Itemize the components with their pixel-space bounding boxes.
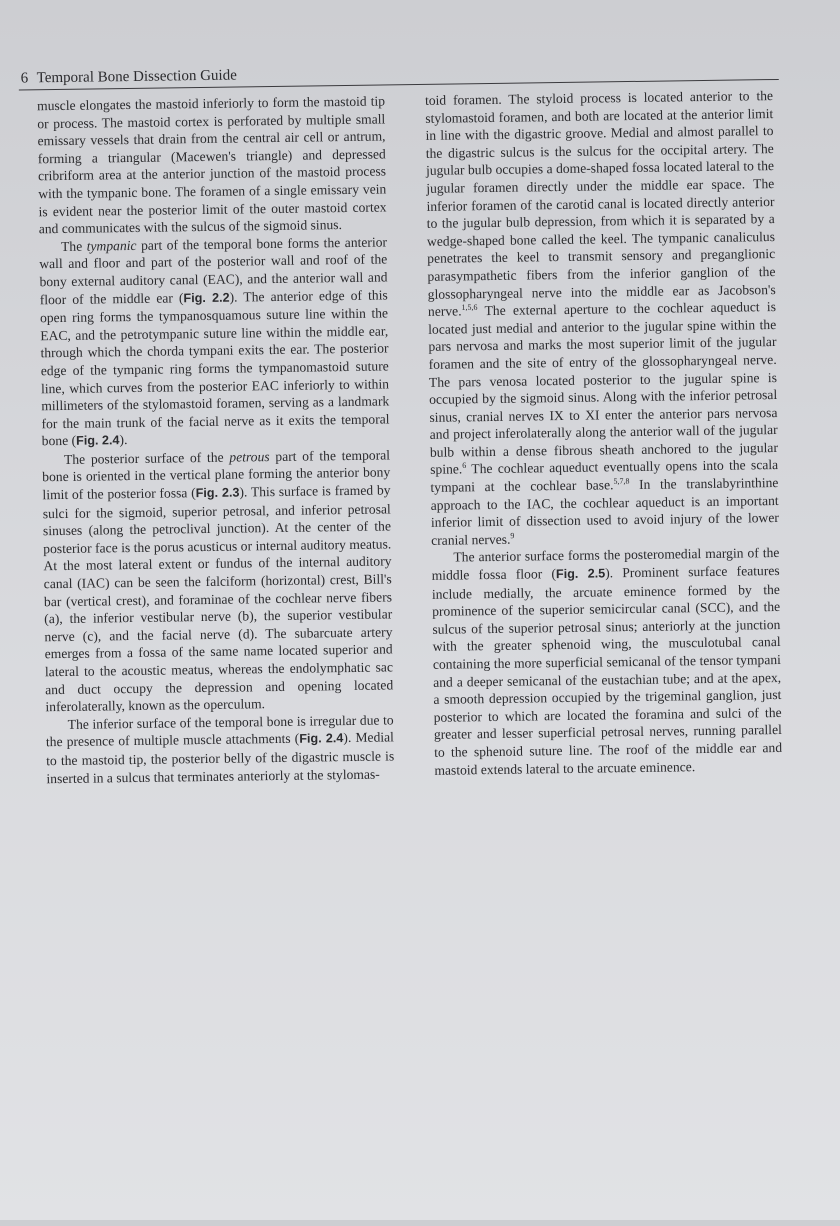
- paragraph-mastoid: muscle elongates the mastoid inferiorly to form the mastoid tip or process. The mastoid cortex is perforated by multiple small emissary vessels that drain from the central air cell or antrum, forming a triangular (Macewen's triangle) and depressed cribriform area at the anterior junction of the mastoid process with the tympanic bone. The foramen of a single emissary vein is evident near the posterior limit of the outer mastoid cortex and communicates with the sulcus of the sigmoid sinus.: [36, 93, 387, 237]
- figure-reference: Fig. 2.2: [183, 290, 230, 305]
- paragraph-inferior-surface: The inferior surface of the temporal bone is irregular due to the presence of multiple muscle attachments (Fig. 2.4). Medial to the mastoid tip, the posterior belly of the digastric muscle is inserted in a sulcus that terminates anteriorly at the stylomas-: [45, 712, 395, 786]
- term-tympanic: tympanic: [86, 237, 137, 254]
- figure-reference: Fig. 2.5: [555, 566, 606, 582]
- citation-superscript: 1,5,6: [461, 302, 478, 312]
- term-petrous: petrous: [229, 448, 270, 465]
- paragraph-petrous: The posterior surface of the petrous part of the temporal bone is oriented in the vertical plane forming the anterior bony limit of the posterior fossa (Fig. 2.3). This surface is framed by sulci for the sigmoid, superior petrosal, and inferior petrosal sinuses (along the petroclival junction). At the center of the posterior face is the porus acusticus or internal auditory meatus. At the most lateral extent or fundus of the internal auditory canal (IAC) can be seen the falciform (horizontal) crest, Bill's bar (vertical crest), and foraminae of the cochlear nerve fibers (a), the inferior vestibular nerve (b), the superior vestibular nerve (c), and the facial nerve (d). The subarcuate artery emerges from a fossa of the same name located superior and lateral to the acoustic meatus, whereas the endolymphatic sac and duct occupy the depression and opening located inferolaterally, known as the operculum.: [42, 447, 394, 715]
- running-title: Temporal Bone Dissection Guide: [36, 67, 237, 87]
- page-number: 6: [20, 70, 29, 87]
- citation-superscript: 5,7,8: [613, 476, 630, 486]
- paragraph-anterior-surface: The anterior surface forms the posteromedial margin of the middle fossa floor (Fig. 2.5). Prominent surface features include medially, the arcuate eminence formed by the prominence of the superior semicircular canal (SCC), and the sulcus of the superior petrosal sinus; anteriorly at the junction with the greater sphenoid wing, the musculotubal canal containing the more superficial semicanal of the tensor tympani and a deeper semicanal of the eustachian tube; and at the apex, a smooth depression occupied by the trigeminal ganglion, just posterior to which are located the foramina and sulci of the greater and lesser superficial petrosal nerves, running parallel to the sphenoid suture line. The roof of the middle ear and mastoid extends lateral to the arcuate eminence.: [431, 545, 783, 778]
- right-column: [425, 87, 783, 779]
- paragraph-tympanic: The tympanic part of the temporal bone forms the anterior wall and floor and part of the posterior wall and roof of the bony external auditory canal (EAC), and the anterior wall and floor of the middle ear (Fig. 2.2). The anterior edge of this open ring forms the tympanosquamous suture line within the EAC, and the petrotympanic suture line within the middle ear, through which the chorda tympani exits the ear. The posterior edge of the tympanic ring forms the tympanomastoid suture line, which curves from the posterior EAC inferiorly to within millimeters of the stylomastoid foramen, serving as a landmark for the main trunk of the facial nerve as it exits the temporal bone (Fig. 2.4).: [39, 234, 390, 449]
- page-header: [19, 57, 779, 91]
- figure-reference: Fig. 2.4: [299, 731, 344, 747]
- citation-superscript: 9: [510, 530, 515, 541]
- figure-reference: Fig. 2.4: [76, 433, 120, 449]
- paragraph-stylomastoid: toid foramen. The styloid process is located anterior to the stylomastoid foramen, and both are located at the anterior limit in line with the digastric groove. Medial and almost parallel to the digastric sulcus is the sulcus for the occipital artery. The jugular bulb occupies a dome-shaped fossa located lateral to the jugular foramen directly under the middle ear space. The inferior foramen of the carotid canal is located directly anterior to the jugular bulb depression, from which it is separated by a wedge-shaped bone called the keel. The tympanic canaliculus penetrates the keel to transmit sensory and preganglionic parasympathetic fibers from the inferior ganglion of the glossopharyngeal nerve into the middle ear as Jacobson's nerve.$^{1,5,6}$ The external aperture to the cochlear aqueduct is located just medial and anterior to the jugular spine within the pars nervosa and marks the most superior limit of the jugular foramen and the site of entry of the glossopharyngeal nerve. The pars venosa located posterior to the jugular spine is occupied by the sigmoid sinus. Along with the inferior petrosal sinus, cranial nerves IX to XI enter the anterior pars nervosa and project inferolaterally along the anterior wall of the jugular bulb within a dense fibrous sheath anchored to the jugular spine.$^6$ The cochlear aqueduct eventually opens into the scala tympani at the cochlear base.$^{5,7,8}$ In the translabyrinthine approach to the IAC, the cochlear aqueduct is an important inferior limit of dissection used to avoid injury of the lower cranial nerves.$^9$: [424, 88, 779, 548]
- left-column: [37, 92, 395, 787]
- citation-superscript: 6: [462, 461, 467, 471]
- figure-reference: Fig. 2.3: [195, 485, 240, 501]
